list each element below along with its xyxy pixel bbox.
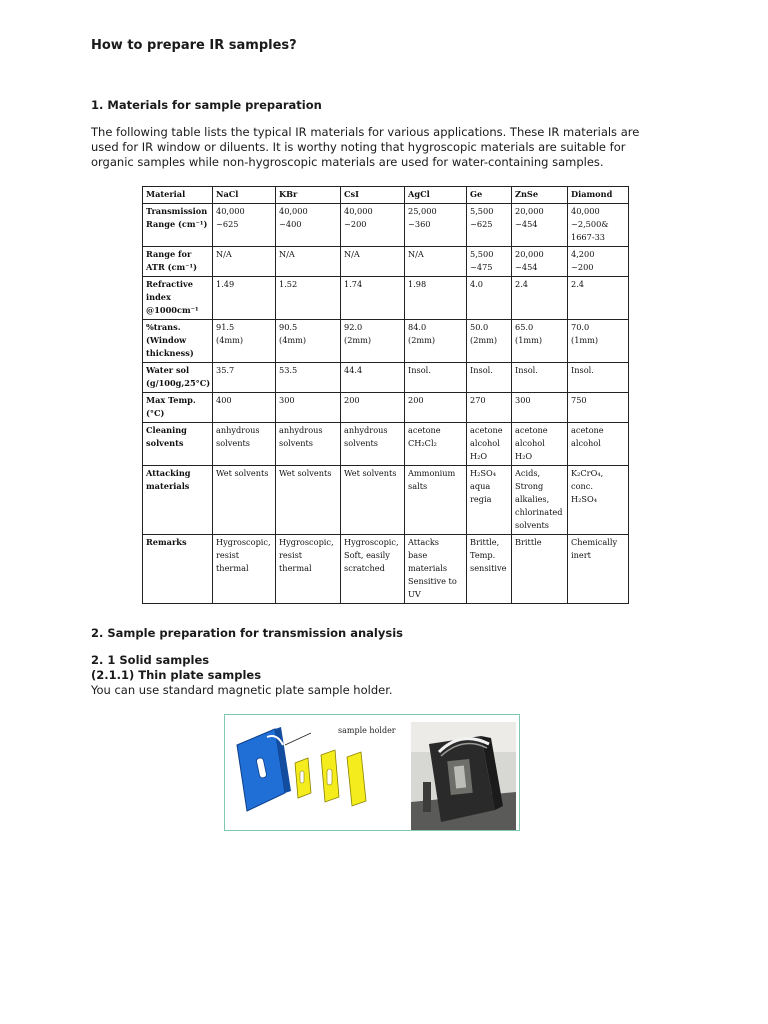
table-cell: Wet solvents [276,466,341,535]
ir-materials-table [142,186,629,604]
table-row [143,466,629,535]
table-cell: 84.0 (2mm) [405,320,467,363]
row-label: Attacking materials [143,466,213,535]
table-cell: 40,000 ~625 [213,204,276,247]
table-header-cell: KBr [276,187,341,204]
intro-line-3: organic samples while non-hygroscopic materials are used for water-containing samples. [91,155,604,169]
table-cell: 200 [405,393,467,423]
table-cell: 2.4 [512,277,568,320]
table-cell: 1.74 [341,277,405,320]
yellow-plate-icon [347,752,366,806]
table-cell: Brittle, Temp. sensitive [467,535,512,604]
table-row [143,277,629,320]
table-cell: 200 [341,393,405,423]
table-cell: Hygroscopic, resist thermal [276,535,341,604]
table-cell: Wet solvents [213,466,276,535]
table-header-cell: Ge [467,187,512,204]
table-cell: Ammonium salts [405,466,467,535]
holder-description: You can use standard magnetic plate sample holder. [91,683,393,697]
table-cell: 300 [276,393,341,423]
table-cell: 750 [568,393,629,423]
row-label: %trans. (Window thickness) [143,320,213,363]
row-label: Range for ATR (cm⁻¹) [143,247,213,277]
table-cell: N/A [276,247,341,277]
row-label: Cleaning solvents [143,423,213,466]
table-cell: Chemically inert [568,535,629,604]
table-cell: 92.0 (2mm) [341,320,405,363]
table-cell: Insol. [512,363,568,393]
row-label: Refractive index @1000cm⁻¹ [143,277,213,320]
table-cell: 400 [213,393,276,423]
table-cell: 270 [467,393,512,423]
table-cell: Insol. [467,363,512,393]
blue-holder-icon [237,727,291,811]
table-row [143,423,629,466]
table-cell: acetone alcohol H₂O [512,423,568,466]
page-title: How to prepare IR samples? [91,38,297,53]
table-cell: Wet solvents [341,466,405,535]
section-2-heading: 2. Sample preparation for transmission analysis [91,626,403,640]
table-cell: 4.0 [467,277,512,320]
table-cell: 25,000 ~360 [405,204,467,247]
table-row [143,204,629,247]
label-leader-line [285,733,311,745]
table-cell: H₂SO₄ aqua regia [467,466,512,535]
table-header-cell: Diamond [568,187,629,204]
row-label: Water sol (g/100g,25°C) [143,363,213,393]
table-header-cell: CsI [341,187,405,204]
table-cell: 1.52 [276,277,341,320]
subsection-solid-samples: 2. 1 Solid samples [91,653,210,667]
table-header-row [143,187,629,204]
table-cell: 1.49 [213,277,276,320]
table-cell: 20,000 ~454 [512,247,568,277]
row-label: Remarks [143,535,213,604]
table-cell: Hygroscopic, Soft, easily scratched [341,535,405,604]
table-cell: 300 [512,393,568,423]
table-cell: 40,000 ~2,500& 1667-33 [568,204,629,247]
table-header-cell: Material [143,187,213,204]
table-cell: 70.0 (1mm) [568,320,629,363]
table-cell: Brittle [512,535,568,604]
table-cell: anhydrous solvents [341,423,405,466]
sample-holder-figure [224,714,520,831]
table-header-cell: NaCl [213,187,276,204]
yellow-plate-icon [321,750,339,802]
table-cell: 53.5 [276,363,341,393]
row-label: Transmission Range (cm⁻¹) [143,204,213,247]
table-cell: 2.4 [568,277,629,320]
table-row [143,247,629,277]
table-cell: acetone CH₂Cl₂ [405,423,467,466]
table-cell: 5,500 ~475 [467,247,512,277]
table-cell: 90.5 (4mm) [276,320,341,363]
table-cell: anhydrous solvents [276,423,341,466]
table-row [143,363,629,393]
table-cell: 40,000 ~400 [276,204,341,247]
table-header-cell: ZnSe [512,187,568,204]
table-header-cell: AgCl [405,187,467,204]
table-cell: 20,000 ~454 [512,204,568,247]
table-cell: 91.5 (4mm) [213,320,276,363]
table-row [143,535,629,604]
table-cell: Hygroscopic, resist thermal [213,535,276,604]
table-row [143,320,629,363]
table-cell: K₂CrO₄, conc. H₂SO₄ [568,466,629,535]
table-cell: 40,000 ~200 [341,204,405,247]
table-cell: N/A [341,247,405,277]
table-cell: 65.0 (1mm) [512,320,568,363]
table-cell: Acids, Strong alkalies, chlorinated solvents [512,466,568,535]
table-cell: N/A [213,247,276,277]
intro-line-1: The following table lists the typical IR materials for various applications. These IR materials are [91,125,640,139]
table-cell: acetone alcohol H₂O [467,423,512,466]
yellow-plate-icon [295,758,311,798]
row-label: Max Temp. (°C) [143,393,213,423]
table-cell: 4,200 ~200 [568,247,629,277]
table-cell: 35.7 [213,363,276,393]
table-cell: 50.0 (2mm) [467,320,512,363]
table-cell: acetone alcohol [568,423,629,466]
table-cell: Insol. [568,363,629,393]
table-cell: Insol. [405,363,467,393]
table-cell: Attacks base materials Sensitive to UV [405,535,467,604]
table-cell: 1.98 [405,277,467,320]
sample-holder-photo [411,722,516,830]
table-row [143,393,629,423]
table-cell: N/A [405,247,467,277]
subsection-thin-plate: (2.1.1) Thin plate samples [91,668,262,682]
table-cell: 44.4 [341,363,405,393]
table-cell: 5,500 ~625 [467,204,512,247]
section-1-heading: 1. Materials for sample preparation [91,98,322,112]
table-cell: anhydrous solvents [213,423,276,466]
intro-line-2: used for IR window or diluents. It is worthy noting that hygroscopic materials are suitable for [91,140,626,154]
sample-holder-label: sample holder [338,726,396,735]
